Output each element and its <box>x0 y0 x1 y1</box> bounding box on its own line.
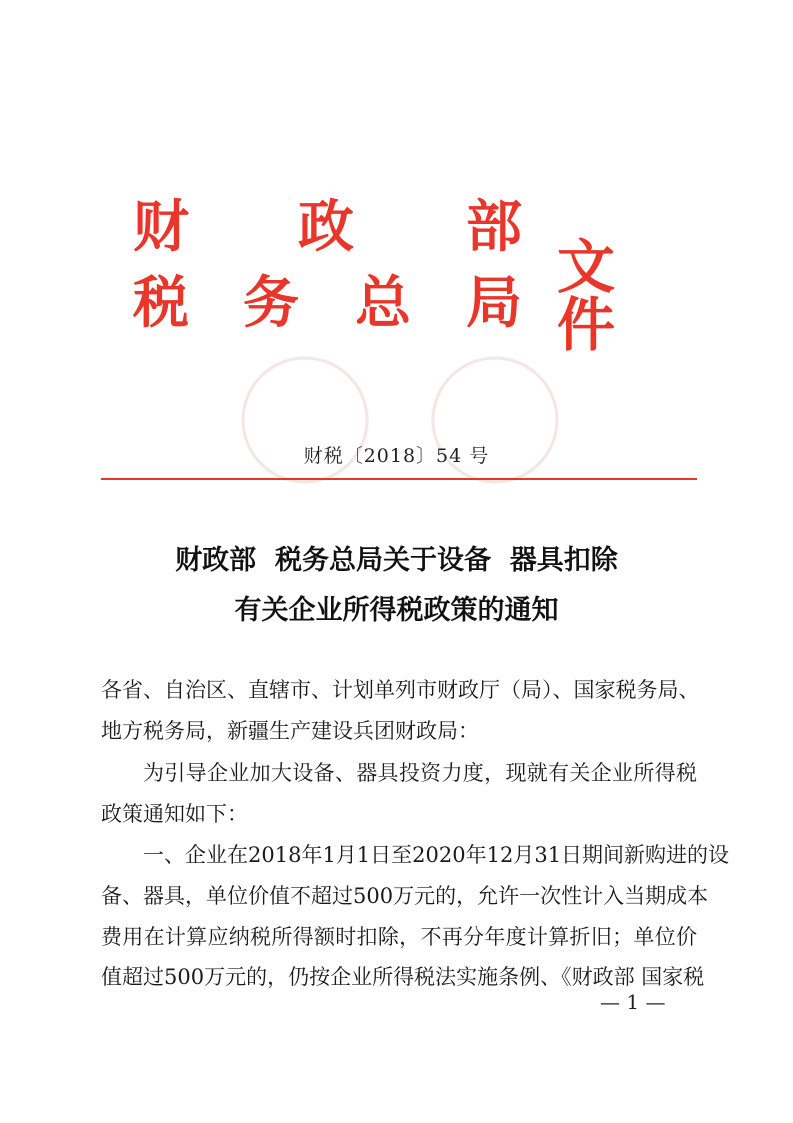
document-title-line-1: 财政部 税务总局关于设备 器具扣除 <box>175 545 618 576</box>
letterhead-char: 总 <box>355 271 411 336</box>
letterhead-char: 局 <box>466 271 522 336</box>
paragraph-1-line-1: 一、企业在2018年1月1日至2020年12月31日期间新购进的设 <box>143 843 730 867</box>
letterhead-char: 务 <box>243 271 299 336</box>
paragraph-1-line-2: 备、器具，单位价值不超过500万元的，允许一次性计入当期成本 <box>101 884 709 908</box>
paragraph-1-line-3: 费用在计算应纳税所得额时扣除，不再分年度计算折旧；单位价 <box>101 925 697 949</box>
letterhead-char: 部 <box>466 195 522 260</box>
document-number: 财税〔2018〕54 号 <box>303 445 490 467</box>
addressee-line-1: 各省、自治区、直辖市、计划单列市财政厅（局）、国家税务局、 <box>101 678 700 702</box>
red-divider-rule <box>101 478 697 480</box>
paragraph-1-line-4: 值超过500万元的，仍按企业所得税法实施条例、《财政部 国家税 <box>101 965 705 989</box>
letterhead-suffix: 文件 <box>557 233 622 359</box>
letterhead-char: 财 <box>133 195 189 260</box>
intro-line-1: 为引导企业加大设备、器具投资力度，现就有关企业所得税 <box>143 761 697 785</box>
page-number: — 1 — <box>600 990 666 1014</box>
document-title-line-2: 有关企业所得税政策的通知 <box>234 595 559 626</box>
addressee-line-2: 地方税务局，新疆生产建设兵团财政局： <box>101 719 479 743</box>
letterhead-char: 税 <box>133 271 189 336</box>
letterhead-char: 政 <box>298 195 354 260</box>
intro-line-2: 政策通知如下： <box>101 802 248 826</box>
